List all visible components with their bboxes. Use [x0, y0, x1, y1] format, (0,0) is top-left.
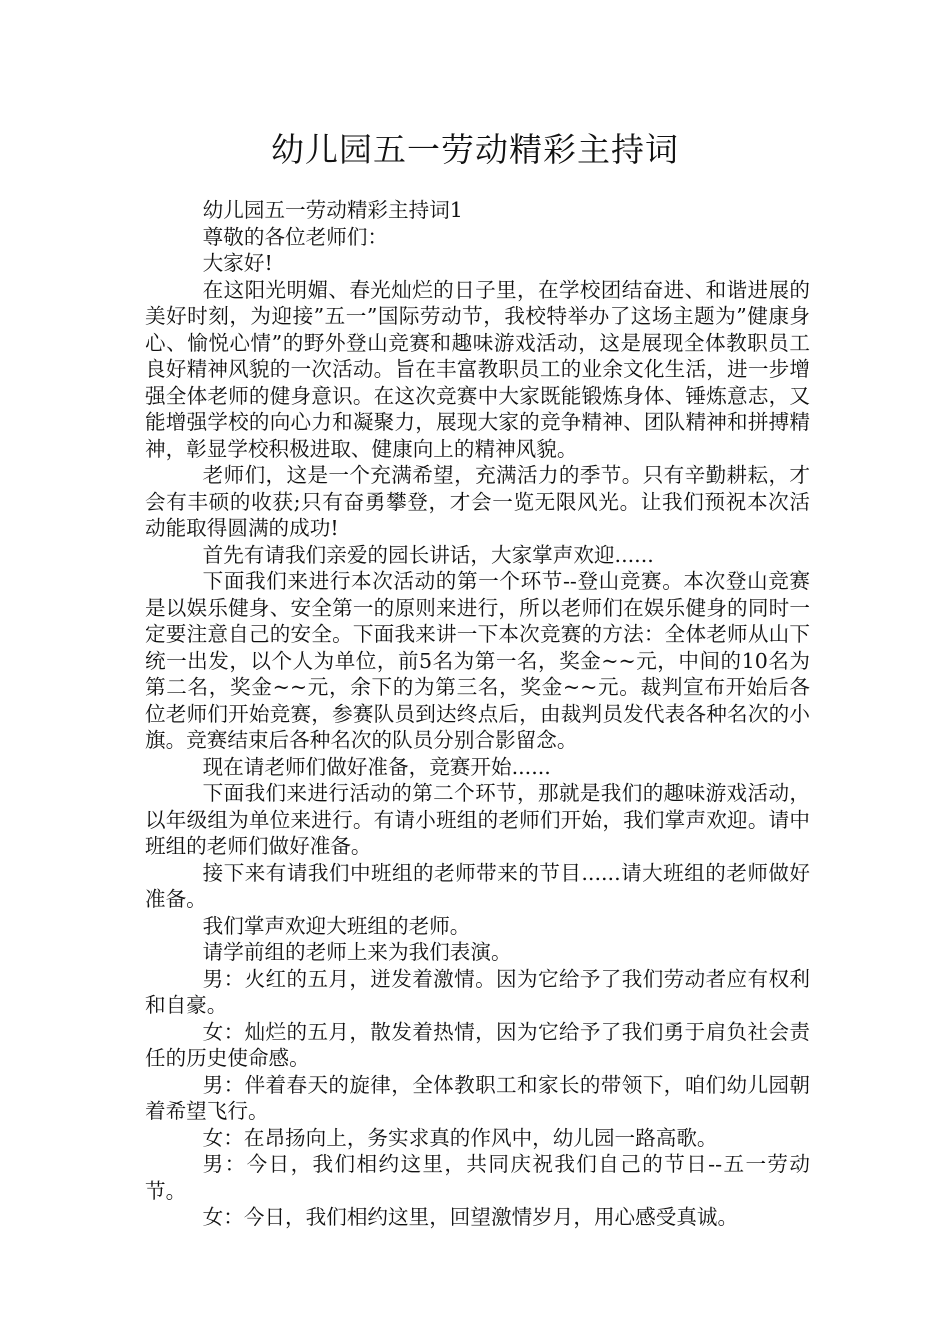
paragraph-intro: 在这阳光明媚、春光灿烂的日子里，在学校团结奋进、和谐进展的美好时刻，为迎接”五一”国际劳动节，我校特举办了这场主题为”健康身心、愉悦心情”的野外登山竞赛和趣味游戏活动，这是展现全体教职员工良好精神风貌的一次活动。旨在丰富教职员工的业余文化生活，进一步增强全体老师的健身意识。在这次竞赛中大家既能锻炼身体、锤炼意志，又能增强学校的向心力和凝聚力，展现大家的竞争精神、团队精神和拼搏精神，彰显学校积极进取、健康向上的精神风貌。: [145, 277, 810, 461]
paragraph-games: 下面我们来进行活动的第二个环节，那就是我们的趣味游戏活动，以年级组为单位来进行。有请小班组的老师们开始，我们掌声欢迎。请中班组的老师们做好准备。: [145, 781, 810, 858]
paragraph-male-3: 男：今日，我们相约这里，共同庆祝我们自己的节日--五一劳动节。: [145, 1152, 810, 1203]
paragraph-senior-class: 我们掌声欢迎大班组的老师。: [202, 913, 471, 938]
paragraph-salutation: 尊敬的各位老师们：: [202, 224, 389, 249]
document-title: 幼儿园五一劳动精彩主持词: [271, 130, 679, 169]
paragraph-middle-class: 接下来有请我们中班组的老师带来的节目......请大班组的老师做好准备。: [145, 860, 810, 911]
paragraph-male-1: 男：火红的五月，迸发着激情。因为它给予了我们劳动者应有权利和自豪。: [145, 966, 810, 1017]
paragraph-female-3: 女：今日，我们相约这里，回望激情岁月，用心感受真诚。: [202, 1205, 739, 1229]
paragraph-female-2: 女：在昂扬向上，务实求真的作风中，幼儿园一路高歌。: [202, 1125, 718, 1150]
paragraph-subtitle: 幼儿园五一劳动精彩主持词1: [202, 198, 463, 222]
paragraph-male-2: 男：伴着春天的旋律，全体教职工和家长的带领下，咱们幼儿园朝着希望飞行。: [145, 1072, 810, 1123]
paragraph-climbing-contest: 下面我们来进行本次活动的第一个环节--登山竞赛。本次登山竞赛是以娱乐健身、安全第一的原则来进行，所以老师们在娱乐健身的同时一定要注意自己的安全。下面我来讲一下本次竞赛的方法：全体老师从山下统一出发，以个人为单位，前5名为第一名，奖金~~元，中间的10名为第二名，奖金~~元，余下的为第三名，奖金~~元。裁判宣布开始后各位老师们开始竞赛，参赛队员到达终点后，由裁判员发代表各种名次的小旗。竞赛结束后各种名次的队员分别合影留念。: [145, 569, 810, 752]
document-body: [145, 197, 810, 1231]
paragraph-principal-speech: 首先有请我们亲爱的园长讲话，大家掌声欢迎......: [202, 542, 654, 567]
paragraph-wishes: 老师们，这是一个充满希望，充满活力的季节。只有辛勤耕耘，才会有丰硕的收获;只有奋勇攀登，才会一览无限风光。让我们预祝本次活动能取得圆满的成功!: [145, 463, 810, 540]
paragraph-preschool: 请学前组的老师上来为我们表演。: [202, 940, 512, 964]
paragraph-greeting: 大家好!: [202, 251, 273, 275]
paragraph-female-1: 女：灿烂的五月，散发着热情，因为它给予了我们勇于肩负社会责任的历史使命感。: [145, 1019, 810, 1070]
paragraph-contest-start: 现在请老师们做好准备，竞赛开始......: [202, 754, 551, 779]
